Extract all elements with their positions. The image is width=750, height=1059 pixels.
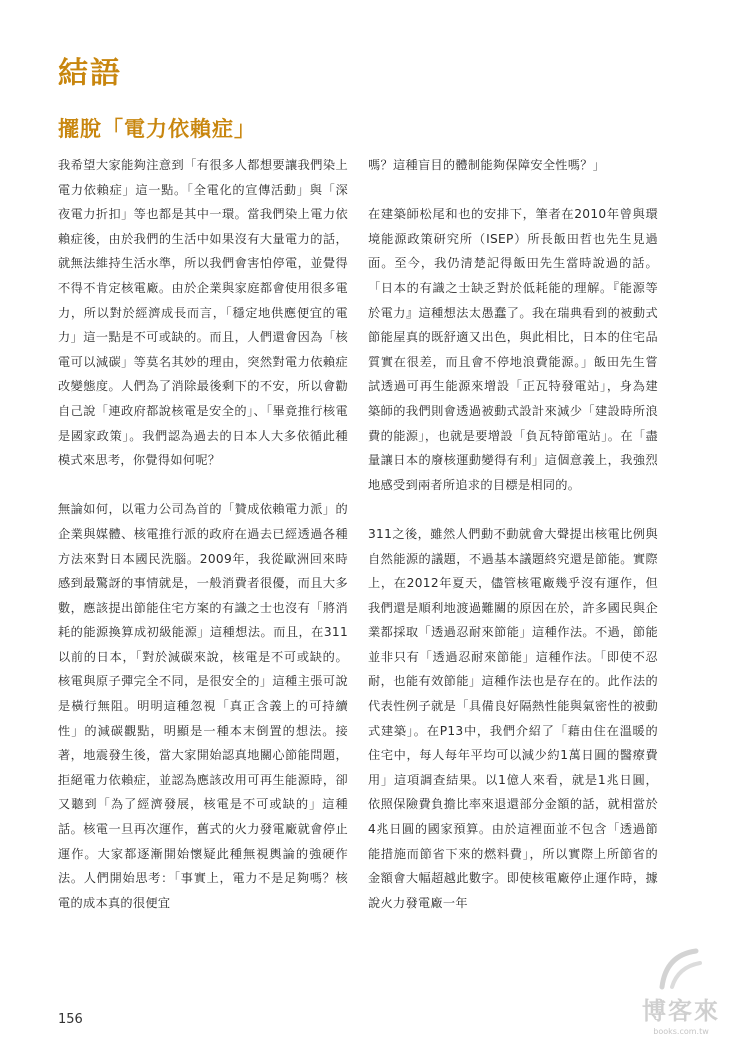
body-paragraph: 在建築師松尾和也的安排下，筆者在2010年曾與環境能源政策研究所（ISEP）所長飯田哲也先生見過面。至今，我仍清楚記得飯田先生當時說過的話。「日本的有識之士缺乏對於低耗能的理解。『能源等於電力』這種想法太愚蠢了。我在瑞典看到的被動式節能屋真的既舒適又出色，與此相比，日本的住宅品質實在很差，而且會不停地浪費能源。」飯田先生嘗試透過可再生能源來增設「正瓦特發電站」，身為建築師的我們則會透過被動式設計來減少「建設時所浪費的能源」，也就是要增設「負瓦特節電站」。在「盡量讓日本的廢核運動變得有利」這個意義上，我強烈地感受到兩者所追求的目標是相同的。 <box>368 207 658 492</box>
body-paragraph: 無論如何，以電力公司為首的「贊成依賴電力派」的企業與媒體、核電推行派的政府在過去已經透過各種方法來對日本國民洗腦。2009年，我從歐洲回來時感到最驚訝的事情就是，一般消費者很優，而且大多數，應該提出節能住宅方案的有識之士也沒有「將消耗的能源換算成初級能源」這種想法。而且，在311以前的日本，「對於減碳來說，核電是不可或缺的。核電與原子彈完全不同，是很安全的」這種主張可說是橫行無阻。明明這種忽視「真正含義上的可持續性」的減碳觀點，明顯是一種本末倒置的想法。接著，地震發生後，當大家開始認真地關心節能問題，拒絕電力依賴症，並認為應該改用可再生能源時，卻又聽到「為了經濟發展，核電是不可或缺的」這種話。核電一旦再次運作，舊式的火力發電廠就會停止運作。大家都逐漸開始懷疑此種無視輿論的強硬作法。人們開始思考：「事實上，電力不是足夠嗎？核電的成本真的很便宜 <box>58 502 348 910</box>
watermark-logo-icon <box>656 947 706 991</box>
watermark-logo-text: 博客來 <box>642 997 720 1025</box>
body-paragraph: 311之後，雖然人們動不動就會大聲提出核電比例與自然能源的議題，不過基本議題終究還是節能。實際上，在2012年夏天，儘管核電廠幾乎沒有運作，但我們還是順利地渡過難關的原因在於，許多國民與企業都採取「透過忍耐來節能」這種作法。不過，節能並非只有「透過忍耐來節能」這種作法。「即使不忍耐，也能有效節能」這種作法也是存在的。此作法的代表性例子就是「具備良好隔熱性能與氣密性的被動式建築」。在P13中，我們介紹了「藉由住在溫暖的住宅中，每人每年平均可以減少約1萬日圓的醫療費用」這項調查結果。以1億人來看，就是1兆日圓，依照保險費負擔比率來退還部分金額的話，就相當於4兆日圓的國家預算。由於這裡面並不包含「透過節能措施而節省下來的燃料費」，所以實際上所節省的金額會大幅超越此數字。即使核電廠停止運作時，據說火力發電廠一年 <box>368 526 658 910</box>
body-paragraph: 嗎？這種盲目的體制能夠保障安全性嗎？」 <box>368 158 606 172</box>
section-subheading: 擺脫「電力依賴症」 <box>58 117 256 141</box>
paragraph-gap <box>368 178 658 203</box>
bookstore-watermark <box>626 947 736 1047</box>
paragraph-gap <box>368 497 658 522</box>
watermark-url: books.com.tw <box>653 1027 709 1036</box>
page-number: 156 <box>58 1012 83 1027</box>
right-column <box>368 153 658 915</box>
chapter-heading: 結語 <box>58 56 122 91</box>
left-column <box>58 153 348 915</box>
paragraph-gap <box>58 473 348 498</box>
body-paragraph: 我希望大家能夠注意到「有很多人都想要讓我們染上電力依賴症」這一點。「全電化的宣傳活動」與「深夜電力折扣」等也都是其中一環。當我們染上電力依賴症後，由於我們的生活中如果沒有大量電力的話，就無法維持生活水準，所以我們會害怕停電，並覺得不得不肯定核電廠。由於企業與家庭都會使用很多電力，所以對於經濟成長而言，「穩定地供應便宜的電力」這一點是不可或缺的。而且，人們還會因為「核電可以減碳」等莫名其妙的理由，突然對電力依賴症改變態度。人們為了消除最後剩下的不安，所以會勸自己說「連政府都說核電是安全的」、「畢竟推行核電是國家政策」。我們認為過去的日本人大多依循此種模式來思考，你覺得如何呢？ <box>58 158 348 468</box>
